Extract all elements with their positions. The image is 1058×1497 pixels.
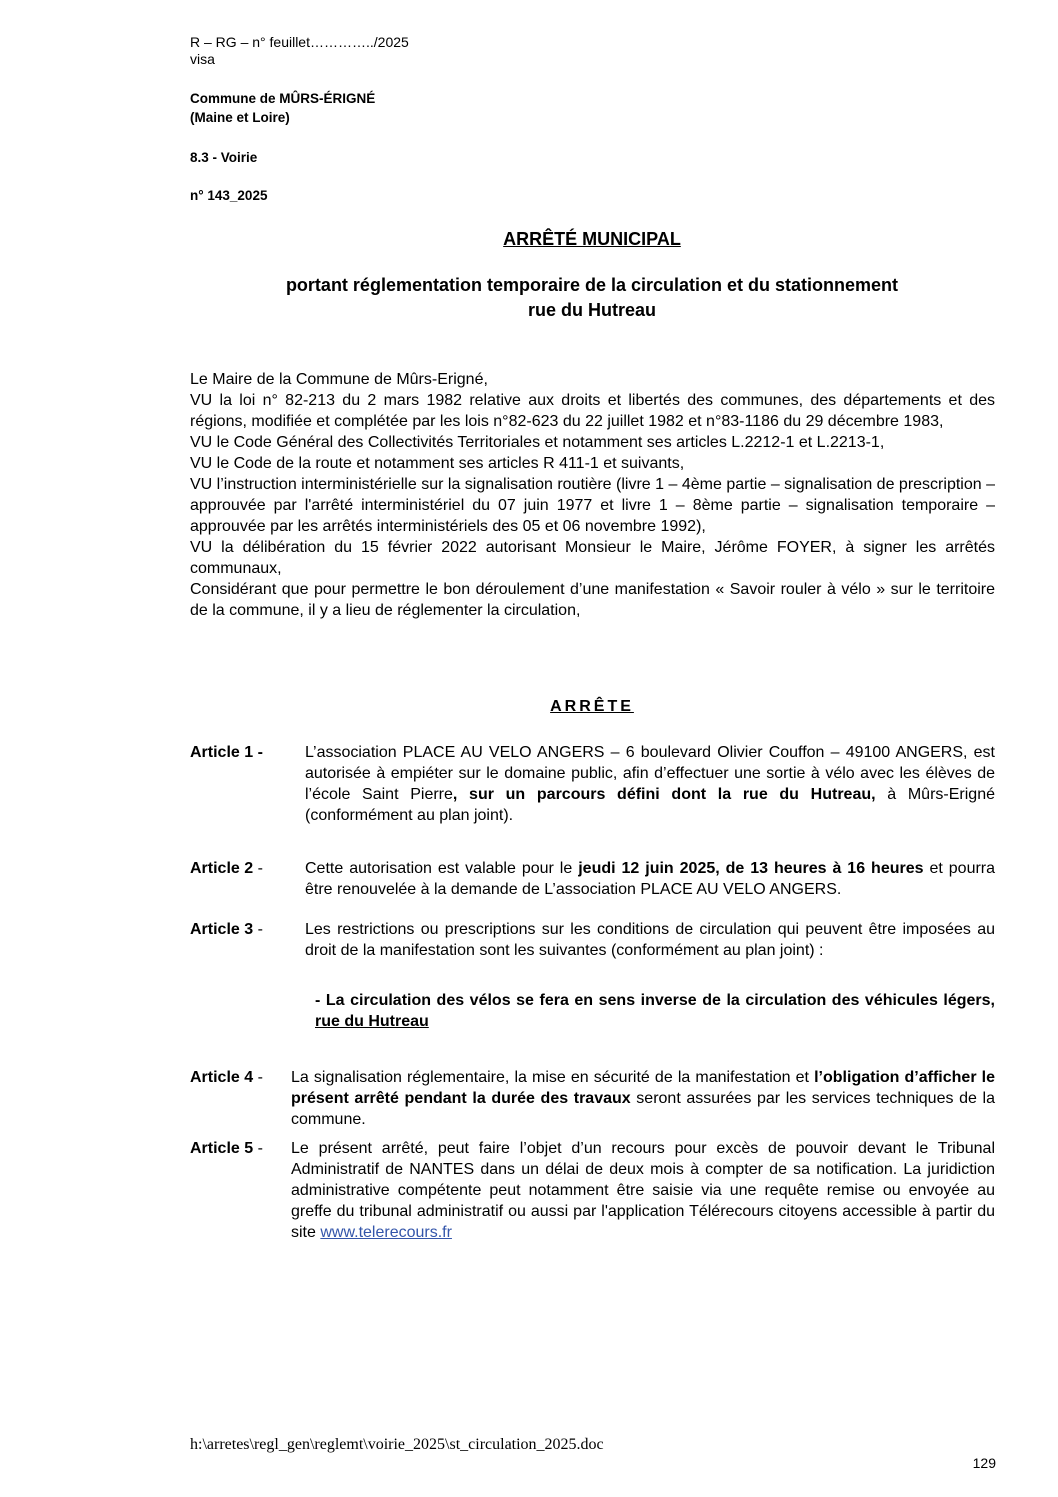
preamble-mayor: Le Maire de la Commune de Mûrs-Erigné, — [190, 371, 488, 388]
arrete-heading: ARRÊTE — [550, 698, 634, 715]
article-3-bullet: - La circulation des vélos se fera en sens inverse de la circulation des véhicules légers, rue du Hutreau — [315, 992, 995, 1030]
article-4-text: La signalisation réglementaire, la mise en sécurité de la manifestation et l’obligation d’afficher le présent arrêté pendant la durée des travaux seront assurées par les services techniques de la commune. — [291, 1069, 995, 1128]
sheet-reference: R – RG – n° feuillet…………../2025 — [190, 34, 409, 50]
article-5-text: Le présent arrêté, peut faire l’objet d’un recours pour excès de pouvoir devant le Tribunal Administratif de NANTES dans un délai de deux mois à compter de sa notification. La juridiction administrative compétente peut notamment être saisie via une requête remise ou envoyée au greffe du tribunal administratif ou aussi par l'application Télérecours citoyens accessible à partir du site www.telerecours.fr — [291, 1140, 995, 1241]
document-subtitle-line1: portant réglementation temporaire de la circulation et du stationnement — [285, 275, 899, 295]
page-number: 129 — [972, 1455, 996, 1471]
preamble-law-1982: VU la loi n° 82-213 du 2 mars 1982 relative aux droits et libertés des communes, des départements et des régions, modifiée et complétée par les lois n°82-623 du 22 juillet 1982 et n°83-1186 du 29 décembre 1983, — [190, 392, 995, 430]
article-1-label: Article 1 - — [190, 744, 263, 761]
article-3-text: Les restrictions ou prescriptions sur les conditions de circulation qui peuvent être imposées au droit de la manifestation sont les suivantes (conformément au plan joint) : — [305, 921, 995, 959]
preamble-code-route: VU le Code de la route et notamment ses articles R 411-1 et suivants, — [190, 455, 685, 472]
article-4-label: Article 4 - — [190, 1069, 263, 1086]
article-2-text: Cette autorisation est valable pour le jeudi 12 juin 2025, de 13 heures à 16 heures et pourra être renouvelée à la demande de L’association PLACE AU VELO ANGERS. — [305, 860, 996, 898]
file-path-footer: h:\arretes\regl_gen\reglemt\voirie_2025\st_circulation_2025.doc — [190, 1436, 604, 1453]
commune-name: Commune de MÛRS-ÉRIGNÉ — [190, 91, 376, 106]
preamble-deliberation: VU la délibération du 15 février 2022 autorisant Monsieur le Maire, Jérôme FOYER, à signer les arrêtés communaux, — [190, 539, 995, 577]
article-1-text: L’association PLACE AU VELO ANGERS – 6 boulevard Olivier Couffon – 49100 ANGERS, est autorisée à empiéter sur le domaine public, afin d’effectuer une sortie à vélo avec les élèves de l’école Saint Pierre, sur un parcours défini dont la rue du Hutreau, à Mûrs-Erigné (conformément au plan joint). — [305, 744, 995, 824]
department-name: (Maine et Loire) — [190, 110, 290, 125]
article-5-label: Article 5 - — [190, 1140, 263, 1157]
preamble-considerant: Considérant que pour permettre le bon déroulement d’une manifestation « Savoir rouler à vélo » sur le territoire de la commune, il y a lieu de réglementer la circulation, — [190, 581, 995, 619]
decree-number: n° 143_2025 — [190, 188, 268, 203]
article-2-label: Article 2 - — [190, 860, 263, 877]
category-label: 8.3 - Voirie — [190, 150, 258, 165]
preamble-cgct: VU le Code Général des Collectivités Territoriales et notamment ses articles L.2212-1 et L.2213-1, — [190, 434, 885, 451]
telerecours-link[interactable]: www.telerecours.fr — [320, 1224, 452, 1241]
document-title: ARRÊTÉ MUNICIPAL — [503, 229, 681, 249]
document-subtitle-line2: rue du Hutreau — [527, 300, 656, 320]
visa-label: visa — [190, 51, 215, 67]
article-3-label: Article 3 - — [190, 921, 263, 938]
preamble — [190, 369, 995, 621]
preamble-instruction: VU l’instruction interministérielle sur la signalisation routière (livre 1 – 4ème partie – signalisation de prescription – approuvée par l'arrêté interministériel du 07 juin 1977 et livre 1 – 8ème partie – signalisation temporaire – approuvée par les arrêtés interministériels des 05 et 06 novembre 1992), — [190, 476, 995, 535]
